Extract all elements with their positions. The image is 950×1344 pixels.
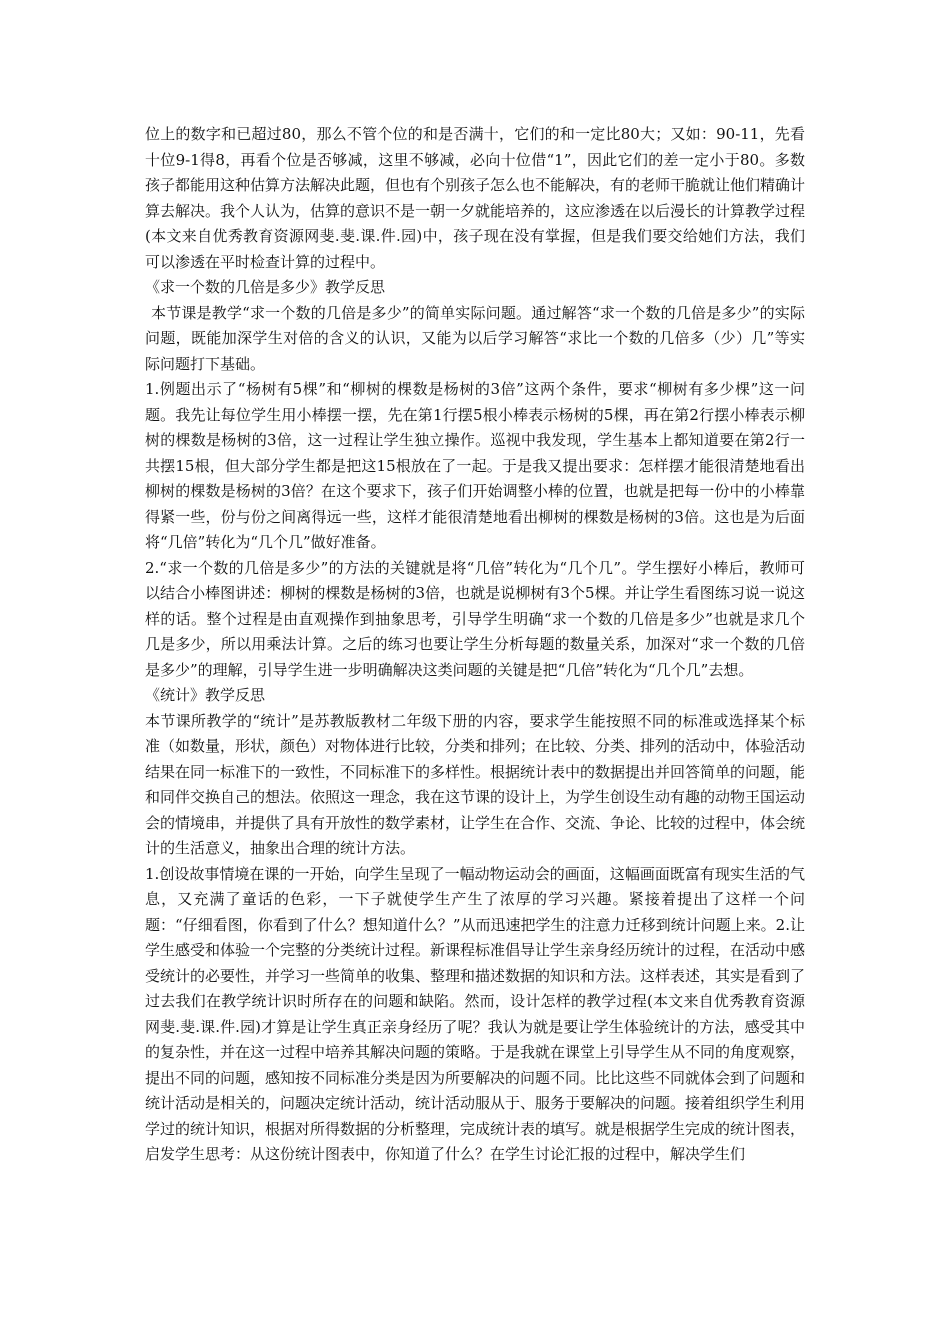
- paragraph-statistics-intro: 本节课所教学的“统计”是苏教版教材二年级下册的内容，要求学生能按照不同的标准或选择某个标准（如数量，形状，颜色）对物体进行比较，分类和排列；在比较、分类、排列的活动中，体验活动结果在同一标准下的一致性，不同标准下的多样性。根据统计表中的数据提出并回答简单的问题，能和同伴交换自己的想法。依照这一理念，我在这节课的设计上，为学生创设生动有趣的动物王国运动会的情境串，并提供了具有开放性的数学素材，让学生在合作、交流、争论、比较的过程中，体会统计的生活意义，抽象出合理的统计方法。: [145, 711, 806, 857]
- document-body: [145, 122, 805, 1168]
- paragraph-multiple-point-2: 2.“求一个数的几倍是多少”的方法的关键就是将“几倍”转化为“几个几”。学生摆好小棒后，教师可以结合小棒图讲述：柳树的棵数是杨树的3倍，也就是说柳树有3个5棵。并让学生看图练习说一说这样的话。整个过程是由直观操作到抽象思考，引导学生明确“求一个数的几倍是多少”也就是求几个几是多少，所以用乘法计算。之后的练习也要让学生分析每题的数量关系，加深对“求一个数的几倍是多少”的理解，引导学生进一步明确解决这类问题的关键是把“几倍”转化为“几个几”去想。: [145, 558, 805, 679]
- paragraph-statistics-points: 1.创设故事情境在课的一开始，向学生呈现了一幅动物运动会的画面，这幅画面既富有现实生活的气息，又充满了童话的色彩，一下子就使学生产生了浓厚的学习兴趣。紧接着提出了这样一个问题：“仔细看图，你看到了什么？想知道什么？”从而迅速把学生的注意力迁移到统计问题上来。2.让学生感受和体验一个完整的分类统计过程。新课程标准倡导让学生亲身经历统计的过程，在活动中感受统计的必要性，并学习一些简单的收集、整理和描述数据的知识和方法。这样表述，其实是看到了过去我们在教学统计识时所存在的问题和缺陷。然而，设计怎样的教学过程(本文来自优秀教育资源网斐.斐.课.件.园)才算是让学生真正亲身经历了呢？我认为就是要让学生体验统计的方法，感受其中的复杂性，并在这一过程中培养其解决问题的策略。于是我就在课堂上引导学生从不同的角度观察，提出不同的问题，感知按不同标准分类是因为所要解决的问题不同。比比这些不同就体会到了问题和统计活动是相关的，问题决定统计活动，统计活动服从于、服务于要解决的问题。接着组织学生利用学过的统计知识，根据对所得数据的分析整理，完成统计表的填写。就是根据学生完成的统计图表，启发学生思考：从这份统计图表中，你知道了什么？在学生讨论汇报的过程中，解决学生们: [145, 864, 806, 1163]
- section-title-statistics: 《统计》教学反思: [145, 686, 266, 704]
- section-title-multiple: 《求一个数的几倍是多少》教学反思: [145, 278, 386, 296]
- paragraph-multiple-point-1: 1.例题出示了“杨树有5棵”和“柳树的棵数是杨树的3倍”这两个条件，要求“柳树有多少棵”这一问题。我先让每位学生用小棒摆一摆，先在第1行摆5根小棒表示杨树的5棵，再在第2行摆小棒表示柳树的棵数是杨树的3倍，这一过程让学生独立操作。巡视中我发现，学生基本上都知道要在第2行一共摆15根，但大部分学生都是把这15根放在了一起。于是我又提出要求：怎样摆才能很清楚地看出柳树的棵数是杨树的3倍？在这个要求下，孩子们开始调整小棒的位置，也就是把每一份中的小棒靠得紧一些，份与份之间离得远一些，这样才能很清楚地看出柳树的棵数是杨树的3倍。这也是为后面将“几倍”转化为“几个几”做好准备。: [145, 380, 805, 551]
- paragraph-multiple-intro: 本节课是教学“求一个数的几倍是多少”的简单实际问题。通过解答“求一个数的几倍是多少”的实际问题，既能加深学生对倍的含义的认识，又能为以后学习解答“求比一个数的几倍多（少）几”等实际问题打下基础。: [145, 303, 805, 373]
- paragraph-estimation-continued: 位上的数字和已超过80，那么不管个位的和是否满十，它们的和一定比80大；又如：90-11，先看十位9-1得8，再看个位是否够减，这里不够减，必向十位借“1”，因此它们的差一定小于80。多数孩子都能用这种估算方法解决此题，但也有个别孩子怎么也不能解决，有的老师干脆就让他们精确计算去解决。我个人认为，估算的意识不是一朝一夕就能培养的，这应渗透在以后漫长的计算教学过程(本文来自优秀教育资源网斐.斐.课.件.园)中，孩子现在没有掌握，但是我们要交给她们方法，我们可以渗透在平时检查计算的过程中。: [145, 125, 806, 271]
